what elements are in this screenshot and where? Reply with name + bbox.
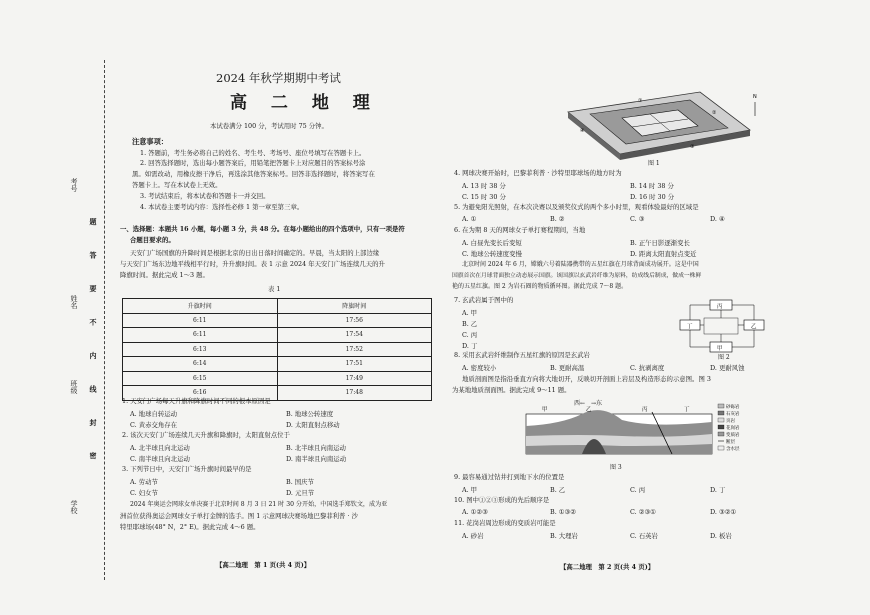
zone-marker: ① — [638, 98, 643, 104]
passage-line: 天安门广场国旗的升降时间是根据北京的日出日落时间确定的。早晨，当太阳的上部边缘 — [130, 249, 380, 257]
option: B. 国庆节 — [286, 478, 314, 486]
exam-info: 本试卷满分 100 分，考试用时 75 分钟。 — [210, 122, 328, 130]
page-footer: 【高二地理 第 1 页(共 4 页)】 — [216, 561, 311, 569]
notice-heading: 注意事项： — [132, 137, 168, 146]
passage-line: 地质剖面图是指沿垂直方向将大地切开，反映切开剖面上岩层及构造形态的示意图。图 3 — [462, 375, 711, 383]
option: C. 抗剥离度 — [630, 364, 665, 372]
option: A. ①②③ — [462, 508, 488, 516]
table-cell: 6:11 — [123, 313, 278, 328]
table-cell: 17:56 — [277, 313, 432, 328]
notice-item: 黑。如需改动，用橡皮擦干净后，再选涂其他答案标号。回答非选择题时，将答案写在 — [132, 170, 375, 178]
option: A. 甲 — [462, 486, 478, 494]
notice-item: 1. 答题前，考生务必将自己的姓名、考生号、考场号、座位号填写在答题卡上。 — [140, 149, 366, 157]
table-cell: 6:15 — [123, 371, 278, 386]
option: B. ①③② — [550, 508, 576, 516]
question-stem: 2. 该次天安门广场连续几天升旗和降旗时，太阳直射点位于 — [122, 431, 290, 439]
legend-item: 变质岩 — [726, 433, 740, 438]
table-header: 升旗时间 — [123, 299, 278, 314]
option: B. 大理岩 — [550, 532, 578, 540]
section-heading-cont: 合题目要求的。 — [130, 236, 175, 244]
notice-item: 3. 考试结束后，将本试卷和答题卡一并交回。 — [140, 192, 270, 200]
table-cell: 17:52 — [277, 342, 432, 357]
option: B. 乙 — [550, 486, 566, 494]
exam-no-label: 考号 — [70, 178, 78, 192]
question-stem: 7. 玄武岩属于图中的 — [454, 296, 514, 304]
rock-node: 甲 — [717, 346, 723, 352]
seal-warning: 题 答 要 不 内 线 封 密 — [89, 218, 98, 472]
passage-line: 特里耶球场(48° N，2° E)。据此完成 4～6 题。 — [120, 523, 260, 531]
north-label: N — [753, 94, 757, 100]
table-cell: 6:16 — [123, 386, 278, 401]
option: A. 13 时 38 分 — [462, 182, 506, 190]
table-row — [123, 328, 432, 343]
option: D. 板岩 — [710, 532, 732, 540]
passage-line: 艳的五星红旗。图 2 为岩石圈的物质循环图。据此完成 7～8 题。 — [452, 283, 628, 290]
table-cell: 17:51 — [277, 357, 432, 372]
option: D. 距离太阳直射点变近 — [630, 250, 697, 258]
passage-line: 降旗时间。据此完成 1～3 题。 — [120, 271, 209, 279]
passage-line: 洲首位获得奥运会网球女子单打金牌的选手。图 1 示意网球决赛场地巴黎菲利普 · 沙 — [120, 512, 358, 520]
table-cell: 6:11 — [123, 328, 278, 343]
option: D. 太阳直射点移动 — [286, 421, 340, 429]
option: C. 石英岩 — [630, 532, 658, 540]
page-footer: 【高二地理 第 2 页(共 4 页)】 — [560, 563, 655, 571]
option: A. 砂岩 — [462, 532, 484, 540]
question-stem: 8. 采用玄武岩纤维制作五星红旗的原因是玄武岩 — [454, 351, 590, 359]
table-header: 降旗时间 — [277, 299, 432, 314]
legend-item: 花岗岩 — [726, 426, 740, 431]
option: B. 北半球且向南运动 — [286, 444, 346, 452]
figure-caption: 图 3 — [610, 464, 622, 471]
option: A. 白昼先变长后变短 — [462, 239, 522, 247]
school-label: 学校 — [70, 500, 78, 514]
figure-caption: 图 1 — [648, 160, 660, 167]
zone-marker: ③ — [690, 144, 695, 150]
option: D. ③②① — [710, 508, 737, 516]
option: A. 密度较小 — [462, 364, 497, 372]
option: C. 妇女节 — [130, 489, 158, 497]
table-row — [123, 371, 432, 386]
figure-caption: 图 2 — [718, 354, 730, 361]
option: B. 更耐高温 — [550, 364, 585, 372]
stadium-figure — [550, 82, 762, 162]
option: B. 正午日影逐渐变长 — [630, 239, 690, 247]
passage-line: 北京时间 2024 年 6 月，嫦娥六号着陆器携带的五星红旗在月球背面成功展开。这是中国 — [462, 261, 699, 268]
option: A. 地球自转运动 — [130, 410, 178, 418]
zone-marker: ④ — [580, 128, 585, 134]
name-label: 姓名 — [70, 295, 78, 309]
legend-item: 石灰岩 — [726, 412, 740, 417]
question-stem: 5. 为避免阳光照射，在本次决赛以及颁奖仪式的两个多小时里，观看体验最好的区域是 — [454, 203, 699, 211]
question-stem: 4. 网球决赛开始时，巴黎菲利普 · 沙特里耶球场的地方时为 — [454, 169, 622, 177]
passage-line: 与天安门广场东边地平线相平行时，升升旗时间。表 1 示意 2024 年天安门广场连续几天的升 — [120, 260, 385, 268]
option: B. 14 时 38 分 — [630, 182, 674, 190]
option: C. 黄赤交角存在 — [130, 421, 178, 429]
question-stem: 11. 花岗岩周边形成的变质岩可能是 — [454, 519, 556, 527]
table-cell: 6:14 — [123, 357, 278, 372]
passage-line: 国旗首次在月球背面独立动态展示国旗。该国旗以玄武岩纤维为原料，纺成线后制成，做成一株鲜 — [452, 273, 702, 279]
flag-time-table — [122, 298, 432, 401]
section-heading: 一、选择题：本题共 16 小题，每小题 3 分，共 48 分。在每小题给出的四个选项中，只有一项是符 — [120, 225, 405, 233]
rock-node: 丁 — [687, 324, 693, 330]
option: D. 更耐风蚀 — [710, 364, 745, 372]
option: D. ④ — [710, 215, 725, 223]
option: B. 地球公转速度 — [286, 410, 334, 418]
legend-item: 砂砾岩 — [726, 405, 740, 410]
option: A. 劳动节 — [130, 478, 158, 486]
option: A. 北半球且向北运动 — [130, 444, 190, 452]
question-stem: 9. 最容易通过钻井打到地下水的位置是 — [454, 473, 565, 481]
geologic-section-diagram — [522, 400, 762, 460]
option: B. ② — [550, 215, 565, 223]
option: C. 地球公转速度变慢 — [462, 250, 522, 258]
option: D. 丁 — [462, 342, 478, 350]
rock-node: 乙 — [751, 324, 757, 330]
table-header-row — [123, 299, 432, 314]
notice-item: 2. 回答选择题时，选出每小题答案后，用铅笔把答题卡上对应题目的答案标号涂 — [140, 159, 366, 167]
option: C. 南半球且向北运动 — [130, 455, 190, 463]
seal-line — [104, 60, 105, 580]
option: A. 甲 — [462, 309, 478, 317]
notice-item: 4. 本试卷主要考试内容：选择性必修 1 第一章至第三章。 — [140, 203, 304, 211]
legend-item: 页岩 — [726, 419, 735, 424]
question-stem: 3. 下列节日中，天安门广场升旗时间最早的是 — [122, 465, 252, 473]
binding-strip — [0, 0, 118, 615]
option: D. 南半球且向南运动 — [286, 455, 347, 463]
option: C. 15 时 30 分 — [462, 193, 506, 201]
zone-marker: ② — [712, 110, 717, 116]
question-stem: 6. 在为期 8 天的网球女子单打赛程期间，当地 — [454, 226, 586, 234]
table-row — [123, 342, 432, 357]
option: A. ① — [462, 215, 477, 223]
exam-title: 2024 年秋学期期中考试 — [216, 71, 341, 85]
site-label: 丙 — [642, 407, 648, 413]
table-cell: 17:48 — [277, 386, 432, 401]
rock-cycle-diagram — [676, 298, 768, 358]
option: D. 16 时 30 分 — [630, 193, 675, 201]
site-label: 甲 — [542, 407, 548, 413]
direction-label: 西← →东 — [574, 400, 603, 407]
subject-title: 高 二 地 理 — [230, 93, 379, 113]
option: D. 丁 — [710, 486, 726, 494]
passage-line: 2024 年奥运会网球女单决赛于北京时间 8 月 3 日 21 时 30 分开始，中国选手郑钦文，成为亚 — [130, 501, 388, 508]
option: D. 元旦节 — [286, 489, 315, 497]
option: C. ③ — [630, 215, 645, 223]
table-cell: 17:49 — [277, 371, 432, 386]
option: C. 丙 — [630, 486, 646, 494]
notice-item: 答题卡上。写在本试卷上无效。 — [132, 181, 222, 189]
passage-line: 为某地地质剖面图。据此完成 9～11 题。 — [452, 386, 571, 394]
table-row — [123, 313, 432, 328]
option: B. 乙 — [462, 320, 478, 328]
site-label: 乙 — [586, 407, 592, 413]
table-cell: 17:54 — [277, 328, 432, 343]
table-row — [123, 357, 432, 372]
class-label: 班级 — [70, 380, 78, 394]
table-cell: 6:13 — [123, 342, 278, 357]
question-stem: 1. 天安门广场每天升旗和降旗时间不同的根本原因是 — [122, 397, 271, 405]
question-stem: 10. 图中①②③形成的先后顺序是 — [454, 496, 550, 504]
table-caption: 表 1 — [268, 285, 281, 293]
legend-item: 含水层 — [726, 447, 740, 452]
site-label: 丁 — [684, 407, 690, 413]
option: C. ②③① — [630, 508, 656, 516]
rock-node: 丙 — [717, 304, 723, 310]
option: C. 丙 — [462, 331, 478, 339]
legend-item: 断层 — [726, 440, 735, 445]
